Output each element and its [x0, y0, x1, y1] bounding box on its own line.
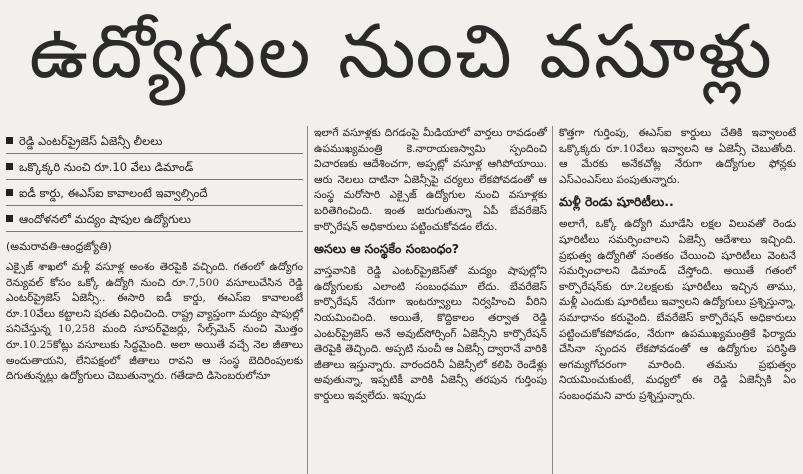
article-body-col3-continued: అలాగే, ఒక్కో ఉద్యోగి మూడేసి లక్షల విలువతో రెండు షూరిటీలు సమర్పించాలని ఏజెన్సీ ఆదేశాలు ఇచ్చింది. ప్రభుత్వ ఉద్యోగితో సంతకం చేయించి షూరిటీలు వెంటనే సమర్పించాలని డిమాండ్ చేస్తోంది. అయితే గతంలో కార్పొరేషన్‌కు రూ.2లక్షలకు షూరిటీలు ఇచ్చిన తాము, మళ్లీ ఎందుకు షూరిటీలు ఇవ్వాలని ఉద్యోగులు ప్రశ్నిస్తున్నా, సమాధానం కరువైంది. బేవరేజెస్ కార్పొరేషన్ అధికారులు పట్టించుకోకపోవడం, నేరుగా ఉపముఖ్యమంత్రికే ఫిర్యాదు చేసినా స్పందన లేకపోవడంతో ఆ ఉద్యోగుల పరిస్థితి అగమ్యగోచరంగా మారింది. తమను ప్రభుత్వం నియమించుకుంటే, మధ్యలో ఈ రెడ్డి ఏజెన్సీకి ఏం సంబంధమని వారు ప్రశ్నిస్తున్నారు. [559, 218, 796, 402]
subheading: అసలు ఆ సంస్థకేం సంబంధం? [314, 241, 459, 257]
bullet-list [2, 126, 307, 232]
bullet-square-icon [6, 163, 13, 170]
bullet-square-icon [6, 189, 13, 196]
bullet-square-icon [6, 137, 13, 144]
bullet-text: ఒక్కొక్కరి నుంచి రూ.10 వేలు డిమాండ్ [19, 159, 194, 174]
bullet-text: ఐడీ కార్డు, ఈఎస్ఐ కావాలంటే ఇవ్వాల్సిందే [19, 185, 208, 200]
bullet-item [6, 128, 303, 154]
article-body-col2: ఇలాగే వసూళ్లకు దిగడంపై మీడియాలో వార్తలు రావడంతో ఉపముఖ్యమంత్రి కె.నారాయణస్వామి స్పందించి విచారణకు ఆదేశించగా, అప్పట్లో వసూళ్ల ఆగిపోయాయి. ఆరు నెలలు దాటినా ఏజెన్సీపై చర్యలు లేకపోవడంతో ఆ సంస్థ మరోసారి ఎక్సైజ్ ఉద్యోగుల నుంచి వసూళ్లకు బరితెగించింది. ఇంత జరుగుతున్నా ఏపీ బేవరేజెస్ కార్పొరేషన్ అధికారులు పట్టించుకోవడం లేదు. [314, 127, 547, 233]
bullet-item [6, 180, 303, 206]
article-body-col1: ఎక్సైజ్ శాఖలో మళ్లీ వసూళ్ల అంశం తెరపైకి వచ్చింది. గతంలో ఉద్యోగం రెన్యువల్ కోసం ఒక్కో ఉద్యోగి నుంచి రూ.7,500 వసూలుచేసిన రెడ్డి ఎంటర్‌ప్రైజెస్ ఏజెన్సీ.. ఈసారి ఐడీ కార్డు, ఈఎస్ఐ కావాలంటే రూ.10వేలు కట్టాలని షరతు విధించింది. రాష్ట్ర వ్యాప్తంగా మద్యం షాపుల్లో పనిచేస్తున్న 10,258 మంది సూపర్‌వైజర్లు, సేల్స్‌మెన్ నుంచి మొత్తం రూ.10.25కోట్లు వసూలుకు సిద్ధమైంది. అలా అయితే వచ్చే నెల జీతాలు అందుతాయని, లేనిపక్షంలో జీతాలు రావని ఆ సంస్థ బెదిరింపులకు దిగుతున్నట్లు ఉద్యోగులు చెబుతున్నారు. గతేడాది డిసెంబరులోనూ [6, 261, 303, 383]
article-body-col2-continued: వాస్తవానికి రెడ్డి ఎంటర్‌ప్రైజెస్‌తో మద్యం షాపుల్లోని ఉద్యోగులకు ఎలాంటి సంబంధమూ లేదు. బేవరేజెస్ కార్పొరేషన్ నేరుగా ఇంటర్వ్యూలు నిర్వహించి వీరిని నియమించింది. అయితే, కొద్దికాలం తర్వాత రెడ్డి ఎంటర్‌ప్రైజెస్ అనే అవుట్‌సోర్సింగ్ ఏజెన్సీని కార్పొరేషన్ తెరపైకి తెచ్చింది. అప్పటి నుంచీ ఆ ఏజెన్సీ ద్వారానే వారికి జీతాలు ఇస్తున్నారు. వారందరినీ ఏజెన్సీలో కలిపి రెండేళ్లు అవుతున్నా, ఇప్పటికీ వారికి ఏజెన్సీ తరపున గుర్తింపు కార్డులు ఇవ్వలేదు. ఇప్పుడు [314, 265, 547, 402]
column-3 [552, 126, 802, 474]
column-1 [2, 126, 307, 474]
bullet-item [6, 154, 303, 180]
subheading: మళ్లీ రెండు షూరిటీలు.. [559, 194, 674, 210]
bullet-item [6, 206, 303, 232]
dateline: (అమరావతి-ఆంధ్రజ్యోతి) [6, 240, 112, 253]
column-2 [307, 126, 553, 474]
bullet-text: రెడ్డి ఎంటర్‌ప్రైజెస్ ఏజెన్సీ లీలలు [19, 133, 163, 148]
bullet-square-icon [6, 215, 13, 222]
article-body-col3: కొత్తగా గుర్తింపు, ఈఎస్ఐ కార్డులు చేతికి ఇవ్వాలంటే ఒక్కొక్కరు రూ.10వేలు ఇవ్వాలని ఆ ఏజెన్సీ చెబుతోంది. ఆ మేరకు అనేకచోట్ల నేరుగా ఉద్యోగుల ఫోన్లకు ఎస్ఎంఎస్‌లు పంపుతున్నారు. [559, 127, 796, 186]
headline: ఉద్యోగుల నుంచి వసూళ్లు [29, 9, 774, 95]
bullet-text: ఆందోళనలో మద్యం షాపుల ఉద్యోగులు [19, 211, 191, 226]
